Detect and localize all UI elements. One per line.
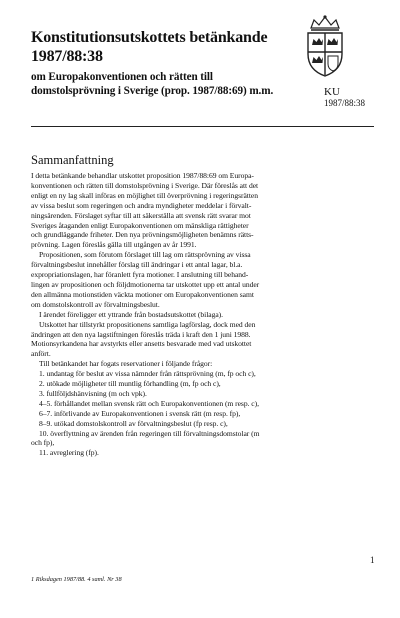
text-line: I ärendet föreligger ett yttrande från bostadsutskottet (bilaga). bbox=[39, 309, 223, 319]
text-line: Sveriges åtaganden enligt Europakonventionen om mänskliga rättigheter bbox=[31, 220, 249, 230]
subtitle-line-2: domstolsprövning i Sverige (prop. 1987/88:69) m.m. bbox=[31, 85, 274, 97]
report-number: 1987/88:38 bbox=[324, 98, 366, 108]
section-heading: Sammanfattning bbox=[31, 153, 114, 167]
text-line: enligt en ny lag skall införas en möjlighet till överprövning i regeringsrätten bbox=[31, 190, 258, 200]
footer-note: 1 Riksdagen 1987/88. 4 saml. Nr 38 bbox=[31, 576, 122, 583]
text-line: Till betänkandet har fogats reservationer i följande frågor: bbox=[39, 359, 213, 369]
text-line: om domstolskontroll av förvaltningsbeslut. bbox=[31, 299, 160, 309]
text-line: 6–7. införlivande av Europakonventionen i svensk rätt (m resp. fp), bbox=[39, 408, 241, 418]
text-line: lingen av propositionen och följdmotionerna tar utskottet upp ett antal under bbox=[31, 279, 260, 289]
document-subtitle bbox=[31, 70, 321, 98]
text-line: och fp), bbox=[31, 438, 55, 448]
text-line: I detta betänkande behandlar utskottet proposition 1987/88:69 om Europa- bbox=[31, 171, 254, 180]
text-line: 3. fullföljdshänvisning (m och vpk). bbox=[39, 388, 147, 398]
subtitle-line-1: om Europakonventionen och rätten till bbox=[31, 71, 213, 83]
text-line: anfört. bbox=[31, 349, 51, 359]
title-line-1: Konstitutionsutskottets betänkande bbox=[31, 29, 268, 46]
text-line: 4–5. förhållandet mellan svensk rätt och Europakonventionen (m resp. c), bbox=[39, 398, 259, 408]
text-line: 8–9. utökad domstolskontroll av förvaltningsbeslut (fp resp. c), bbox=[39, 418, 228, 428]
document-title bbox=[31, 28, 331, 66]
text-line: av vissa beslut som regeringen och andra myndigheter meddelar i förvalt- bbox=[31, 200, 252, 210]
text-line: 2. utökade möjligheter till muntlig förhandling (m, fp och c), bbox=[39, 379, 221, 389]
text-line: den allmänna motionstiden väckta motioner om Europakonventionen samt bbox=[31, 289, 254, 299]
text-line: ningsärenden. Förslaget syftar till att säkerställa att svensk rätt svarar mot bbox=[31, 210, 251, 220]
page-number: 1 bbox=[370, 555, 375, 565]
text-line: förvaltningsbeslut innehåller förslag till ändringar i ett antal lagar, bl.a. bbox=[31, 260, 243, 270]
title-line-2: 1987/88:38 bbox=[31, 48, 103, 65]
text-line: och grundläggande friheter. Den nya prövningsmöjligheten benämns rätts- bbox=[31, 230, 254, 240]
coat-of-arms-icon bbox=[302, 14, 348, 80]
text-line: Propositionen, som förutom förslaget till lag om rättsprövning av vissa bbox=[39, 250, 251, 260]
committee-code: KU bbox=[324, 86, 340, 98]
text-line: 11. avreglering (fp). bbox=[39, 448, 99, 458]
text-line: 1. undantag för beslut av vissa nämnder från rättsprövning (m, fp och c), bbox=[39, 369, 256, 379]
text-line: expropriationslagen, har föranlett fyra motioner. I anslutning till behand- bbox=[31, 270, 249, 280]
text-line: 10. överflyttning av ärenden från regeringen till förvaltningsdomstolar (m bbox=[39, 428, 260, 438]
text-line: prövning. Lagen föreslås gälla till utgången av år 1991. bbox=[31, 240, 197, 250]
text-line: Motionsyrkandena har avstyrkts eller ansetts besvarade med vad utskottet bbox=[31, 339, 252, 349]
summary-text bbox=[31, 171, 373, 458]
text-line: Utskottet har tillstyrkt propositionens samtliga lagförslag, dock med den bbox=[39, 319, 256, 329]
text-line: konventionen och rätten till domstolsprövning i Sverige. Där föreslås att det bbox=[31, 180, 259, 190]
header-divider bbox=[31, 126, 374, 127]
text-line: ändringen att den nya lagstiftningen föreslås träda i kraft den 1 juni 1988. bbox=[31, 329, 251, 339]
